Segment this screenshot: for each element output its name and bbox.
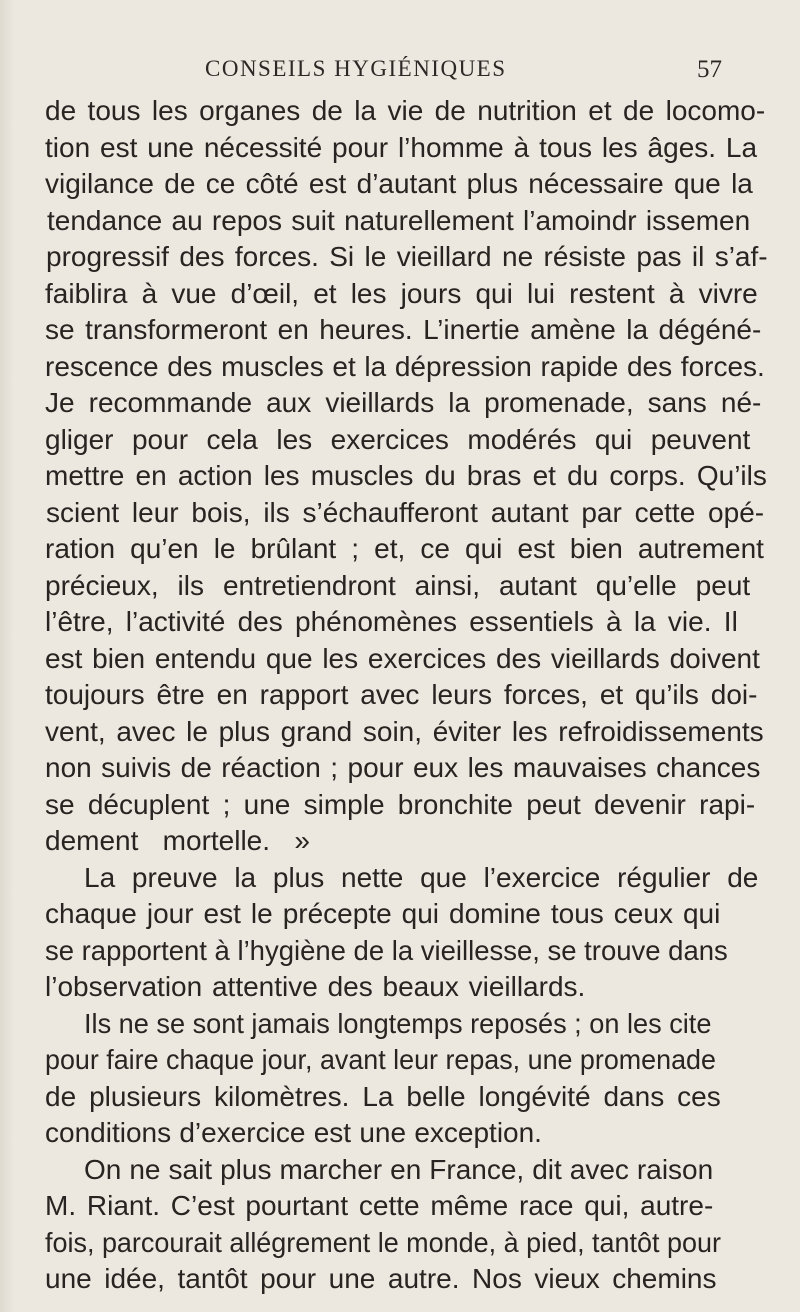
text-line: toujours être en rapport avec leurs forces, et qu’ils doi- bbox=[45, 679, 758, 710]
page-header bbox=[0, 56, 800, 90]
text-line: pour faire chaque jour, avant leur repas, une promenade bbox=[45, 1044, 716, 1075]
text-line: progressif des forces. Si le vieillard ne résiste pas il s’af- bbox=[46, 241, 768, 272]
text-line: l’être, l’activité des phénomènes essentiels à la vie. Il bbox=[45, 606, 738, 637]
text-line: M. Riant. C’est pourtant cette même race qui, autre- bbox=[45, 1190, 714, 1221]
text-line: scient leur bois, ils s’échaufferont autant par cette opé- bbox=[46, 496, 765, 528]
running-title: CONSEILS HYGIÉNIQUES bbox=[205, 56, 507, 81]
text-line: rescence des muscles et la dépression rapide des forces. bbox=[45, 350, 765, 382]
text-line: tion est une nécessité pour l’homme à tous les âges. La bbox=[45, 131, 758, 163]
text-line: précieux, ils entretiendront ainsi, autant qu’elle peut bbox=[45, 569, 751, 601]
text-line: tendance au repos suit naturellement l’amoindr issemen bbox=[47, 204, 751, 236]
text-line: une idée, tantôt pour une autre. Nos vieux chemins bbox=[45, 1263, 717, 1294]
text-line: de plusieurs kilomètres. La belle longévité dans ces bbox=[45, 1080, 721, 1112]
text-line: vigilance de ce côté est d’autant plus nécessaire que la bbox=[45, 168, 753, 199]
text-line: conditions d’exercice est une exception. bbox=[45, 1117, 542, 1148]
text-line: est bien entendu que les exercices des vieillards doivent bbox=[45, 642, 760, 674]
text-line: On ne sait plus marcher en France, dit avec raison bbox=[84, 1153, 714, 1185]
text-line: non suivis de réaction ; pour eux les mauvaises chances bbox=[45, 752, 761, 783]
text-line: vent, avec le plus grand soin, éviter les refroidissements bbox=[45, 715, 764, 747]
text-line: se rapportent à l’hygiène de la vieillesse, se trouve dans bbox=[45, 934, 728, 966]
text-line: chaque jour est le précepte qui domine tous ceux qui bbox=[45, 898, 721, 929]
text-line: dement mortelle. » bbox=[45, 825, 310, 856]
text-line: fois, parcourait allégrement le monde, à pied, tantôt pour bbox=[45, 1226, 721, 1258]
text-line: de tous les organes de la vie de nutrition et de locomo- bbox=[45, 95, 766, 126]
text-line: se transformeront en heures. L’inertie amène la dégéné- bbox=[45, 314, 762, 345]
text-line: Je recommande aux vieillards la promenade, sans né- bbox=[45, 387, 762, 418]
text-line: Ils ne se sont jamais longtemps reposés ; on les cite bbox=[84, 1007, 712, 1039]
text-line: se décuplent ; une simple bronchite peut devenir rapi- bbox=[45, 788, 756, 820]
text-line: faiblira à vue d’œil, et les jours qui lui restent à vivre bbox=[45, 277, 758, 309]
text-line: mettre en action les muscles du bras et du corps. Qu’ils bbox=[45, 460, 767, 491]
page-edge-shadow bbox=[0, 0, 14, 1312]
text-line: gliger pour cela les exercices modérés qui peuvent bbox=[45, 423, 751, 455]
page-number: 57 bbox=[697, 56, 722, 83]
text-line: ration qu’en le brûlant ; et, ce qui est bien autrement bbox=[45, 533, 764, 564]
text-line: l’observation attentive des beaux vieillards. bbox=[45, 971, 586, 1002]
text-line: La preuve la plus nette que l’exercice régulier de bbox=[84, 861, 759, 893]
